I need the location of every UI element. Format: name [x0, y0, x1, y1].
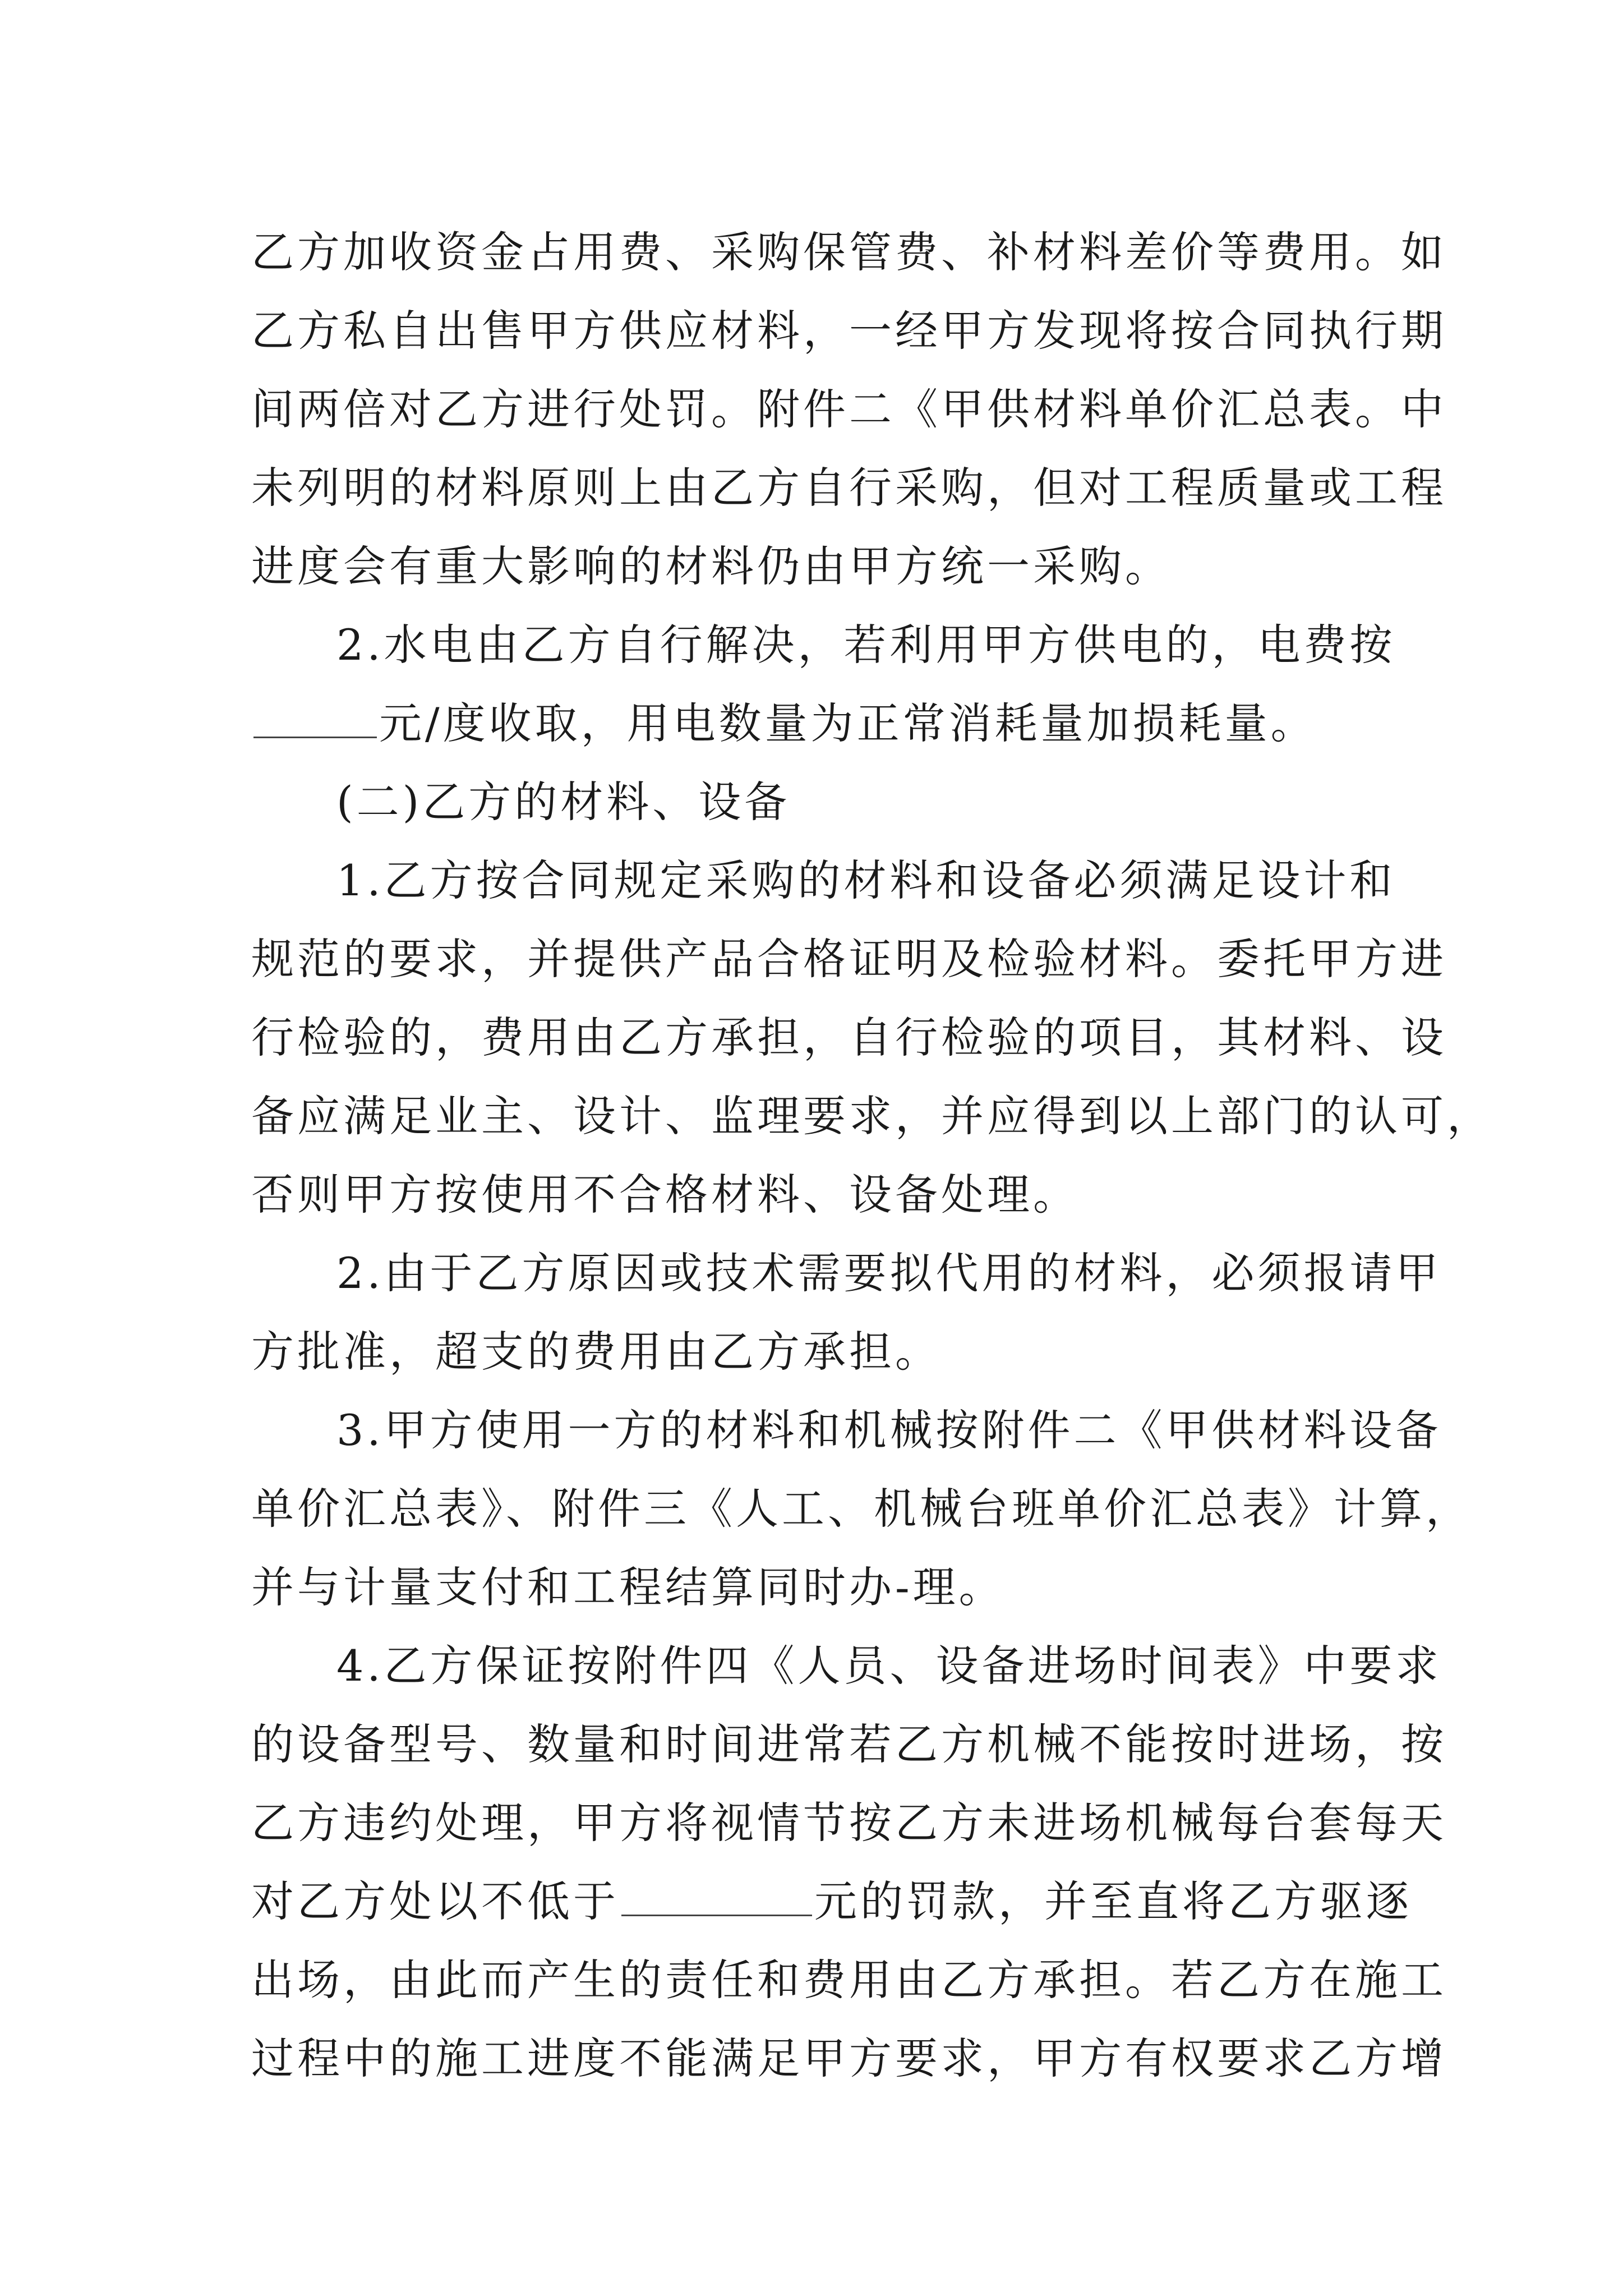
- text-segment: 元/度收取，用电数量为正常消耗量加损耗量。: [379, 698, 1317, 748]
- text-line: 方批准，超支的费用由乙方承担。: [251, 1327, 941, 1377]
- text-segment: 元的罚款，并至直将乙方驱逐: [814, 1876, 1412, 1926]
- text-line: 单价汇总表》、附件三《人工、机械台班单价汇总表》计算，: [251, 1484, 1472, 1534]
- fill-in-blank: [253, 697, 377, 738]
- text-line: 行检验的，费用由乙方承担，自行检验的项目，其材料、设: [251, 1013, 1447, 1062]
- text-line: 过程中的施工进度不能满足甲方要求，甲方有权要求乙方增: [251, 2033, 1447, 2083]
- text-line: 3.甲方使用一方的材料和机械按附件二《甲供材料设备: [336, 1405, 1442, 1455]
- text-line: 出场，由此而产生的责任和费用由乙方承担。若乙方在施工: [251, 1955, 1447, 2005]
- text-line: 进度会有重大影响的材料仍由甲方统一采购。: [251, 541, 1171, 591]
- text-segment: 对乙方处以不低于: [251, 1876, 619, 1926]
- text-line-with-blank: [251, 684, 1378, 763]
- text-line: 规范的要求，并提供产品合格证明及检验材料。委托甲方进: [251, 934, 1447, 984]
- document-body: [251, 213, 1493, 2098]
- text-line: 否则甲方按使用不合格材料、设备处理。: [251, 1170, 1079, 1220]
- text-line: 备应满足业主、设计、监理要求，并应得到以上部门的认可，: [251, 1091, 1493, 1141]
- text-line: 的设备型号、数量和时间进常若乙方机械不能按时进场，按: [251, 1719, 1447, 1769]
- text-line: 4.乙方保证按附件四《人员、设备进场时间表》中要求: [336, 1641, 1442, 1691]
- text-line: 并与计量支付和工程结算同时办-理。: [251, 1562, 1005, 1612]
- text-line: 未列明的材料原则上由乙方自行采购，但对工程质量或工程: [251, 463, 1447, 513]
- text-line: 乙方违约处理，甲方将视情节按乙方未进场机械每台套每天: [251, 1798, 1447, 1848]
- text-line: 乙方私自出售甲方供应材料，一经甲方发现将按合同执行期: [251, 306, 1447, 356]
- section-heading: (二)乙方的材料、设备: [336, 777, 791, 827]
- text-line: 间两倍对乙方进行处罚。附件二《甲供材料单价汇总表。中: [251, 384, 1447, 434]
- text-line: 乙方加收资金占用费、采购保管费、补材料差价等费用。如: [251, 227, 1447, 277]
- text-line-with-blank: [251, 1862, 1412, 1941]
- text-line: 2.由于乙方原因或技术需要拟代用的材料，必须报请甲: [336, 1248, 1442, 1298]
- text-line: 1.乙方按合同规定采购的材料和设备必须满足设计和: [336, 855, 1396, 905]
- text-line: 2.水电由乙方自行解决，若利用甲方供电的，电费按: [336, 620, 1396, 670]
- fill-in-blank: [621, 1875, 812, 1916]
